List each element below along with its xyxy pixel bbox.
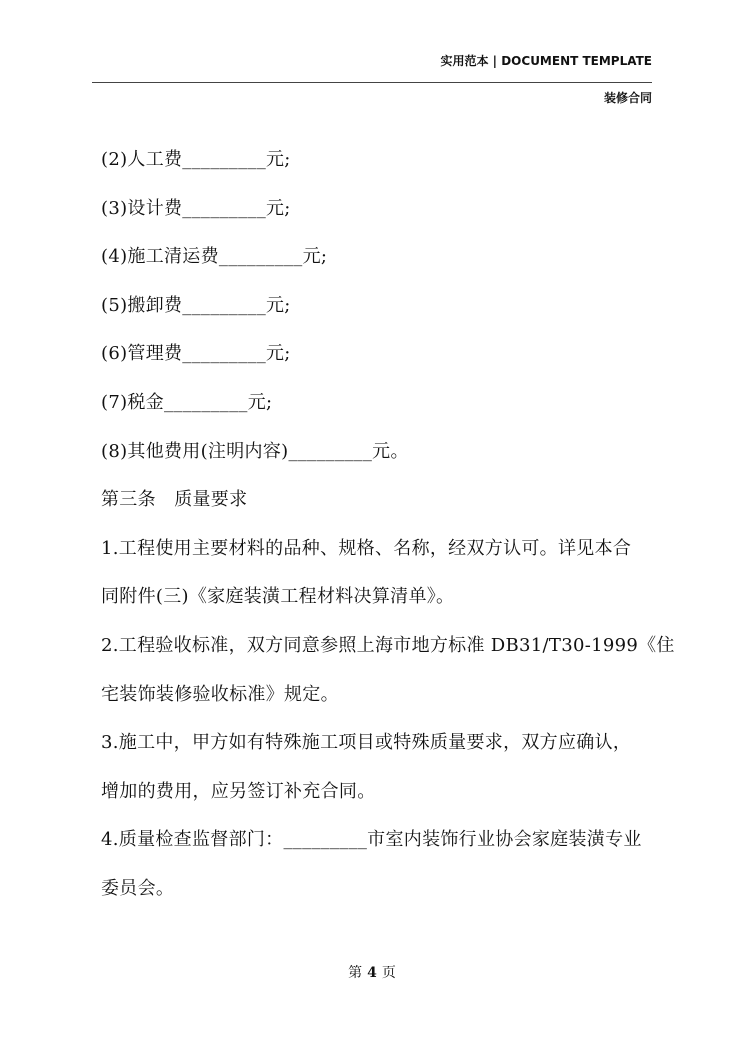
fee-item-cleanup: (4)施工清运费_________元; (101, 246, 328, 268)
fee-item-labor: (2)人工费_________元; (101, 149, 291, 170)
clause-3-line-2: 增加的费用，应另签订补充合同。 (101, 780, 376, 802)
section-heading: 第三条 质量要求 (101, 489, 248, 511)
page-footer (0, 962, 744, 982)
header-brand: 实用范本 | DOCUMENT TEMPLATE (440, 54, 652, 68)
fee-item-other: (8)其他费用(注明内容)_________元。 (101, 440, 409, 462)
clause-2-line-1: 2.工程验收标准，双方同意参照上海市地方标准 DB31/T30-1999《住 (101, 634, 675, 656)
clause-1-line-2: 同附件(三)《家庭装潢工程材料决算清单》。 (101, 586, 455, 608)
fee-item-design: (3)设计费_________元; (101, 197, 291, 219)
clause-4-line-1: 4.质量检查监督部门：_________市室内装饰行业协会家庭装潢专业 (101, 829, 642, 851)
clause-1-line-1: 1.工程使用主要材料的品种、规格、名称，经双方认可。详见本合 (101, 537, 632, 559)
footer-prefix: 第 (348, 965, 363, 981)
fee-item-management: (6)管理费_________元; (101, 343, 291, 365)
clause-4-line-2: 委员会。 (101, 877, 175, 899)
page-number: 4 (367, 965, 377, 981)
page-header (440, 52, 652, 70)
document-body (101, 136, 675, 914)
header-doc-title: 装修合同 (603, 91, 652, 105)
fee-item-tax: (7)税金_________元; (101, 391, 273, 413)
fee-item-moving: (5)搬卸费_________元; (101, 294, 291, 316)
clause-3-line-1: 3.施工中，甲方如有特殊施工项目或特殊质量要求，双方应确认， (101, 732, 632, 754)
header-rule (92, 82, 652, 83)
footer-suffix: 页 (381, 965, 396, 981)
clause-2-line-2: 宅装饰装修验收标准》规定。 (101, 683, 339, 705)
